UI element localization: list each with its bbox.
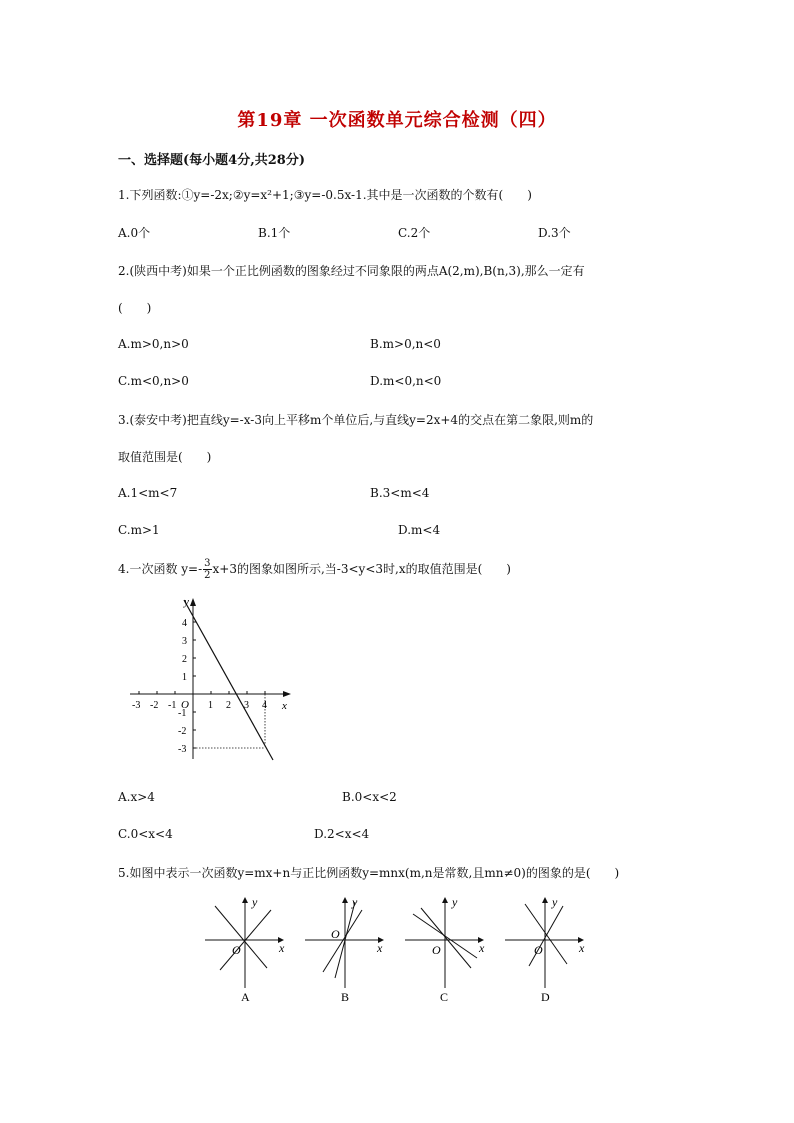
q4-y-tick-neg1: -1 [178,708,187,719]
q5-label-a: A [241,990,250,1004]
q1-option-a: A.0个 [118,226,151,240]
q5-a-origin: O [232,943,241,957]
q1-option-b: B.1个 [258,226,291,240]
q4-x-arrow-icon [283,691,291,697]
q4-function-line [184,600,273,760]
q1-option-d: D.3个 [538,226,571,240]
q4-option-a: A.x>4 [118,790,155,804]
q4-origin-label: O [181,699,189,711]
q5-graph-b [305,895,383,1004]
q4-graph [125,595,300,765]
q4-option-c: C.0<x<4 [118,827,173,841]
q5-graph-a [205,895,285,1004]
q2-option-b: B.m>0,n<0 [370,337,441,351]
q4-y-tick-2: 2 [182,654,187,665]
q5-c-origin: O [432,943,441,957]
q4-stem-post: x+3的图象如图所示,当-3<y<3时,x的取值范围是( ) [212,562,511,576]
question-5-stem: 5.如图中表示一次函数y=mx+n与正比例函数y=mnx(m,n是常数,且mn≠0)的图象的是( ) [118,866,620,880]
q4-x-tick-neg1: -1 [168,700,177,711]
q5-b-origin: O [331,927,340,941]
q5-label-d: D [541,990,550,1004]
q4-y-tick-neg3: -3 [178,744,187,755]
q5-c-x-label: x [479,941,485,955]
q5-graph-c [405,895,485,1004]
q4-fraction-numerator: 3 [204,558,211,569]
q4-x-label: x [282,700,287,712]
q3-option-b: B.3<m<4 [370,486,430,500]
question-3-stem-line2: 取值范围是( ) [118,450,212,464]
q4-x-tick-3: 3 [244,700,249,711]
q5-d-origin: O [534,943,543,957]
q4-x-tick-neg2: -2 [150,700,159,711]
q4-y-label: y [184,596,189,608]
q4-x-tick-2: 2 [226,700,231,711]
question-2-stem-line2: ( ) [118,301,152,315]
q3-option-c: C.m>1 [118,523,160,537]
q5-d-y-label: y [552,895,558,909]
q4-fraction [203,558,211,581]
q5-b-x-label: x [377,941,383,955]
question-2-stem-line1: 2.(陕西中考)如果一个正比例函数的图象经过不同象限的两点A(2,m),B(n,3),那么一定有 [118,264,585,278]
q5-c-y-label: y [452,895,458,909]
q5-d-x-label: x [579,941,585,955]
q4-y-tick-4: 4 [182,618,187,629]
q4-y-arrow-icon [190,598,196,606]
q5-a-y-label: y [252,895,258,909]
q4-y-tick-1: 1 [182,672,187,683]
q4-x-tick-1: 1 [208,700,213,711]
q4-x-tick-4: 4 [262,700,267,711]
q4-stem-pre: 4.一次函数 y=- [118,562,203,576]
q5-graph-d [505,895,585,1004]
q4-option-d: D.2<x<4 [314,827,370,841]
q5-label-b: B [341,990,350,1004]
q5-label-c: C [440,990,449,1004]
q5-graphs [195,890,595,1010]
q5-a-x-label: x [279,941,285,955]
section-heading: 一、选择题(每小题4分,共28分) [118,153,305,168]
q4-y-tick-3: 3 [182,636,187,647]
question-4-stem [118,558,511,581]
question-1-stem: 1.下列函数:①y=-2x;②y=x²+1;③y=-0.5x-1.其中是一次函数的个数有( ) [118,188,532,202]
page-title: 第19章 一次函数单元综合检测（四） [237,110,557,131]
q4-fraction-denominator: 2 [204,570,211,581]
q4-option-b: B.0<x<2 [342,790,397,804]
q2-option-d: D.m<0,n<0 [370,374,442,388]
q1-option-c: C.2个 [398,226,431,240]
q3-option-a: A.1<m<7 [118,486,178,500]
q4-y-tick-neg2: -2 [178,726,187,737]
q2-option-a: A.m>0,n>0 [118,337,189,351]
q4-x-tick-neg3: -3 [132,700,141,711]
q3-option-d: D.m<4 [398,523,441,537]
q5-b-y-label: y [352,895,358,909]
q2-option-c: C.m<0,n>0 [118,374,189,388]
question-3-stem-line1: 3.(泰安中考)把直线y=-x-3向上平移m个单位后,与直线y=2x+4的交点在第二象限,则m的 [118,413,594,427]
